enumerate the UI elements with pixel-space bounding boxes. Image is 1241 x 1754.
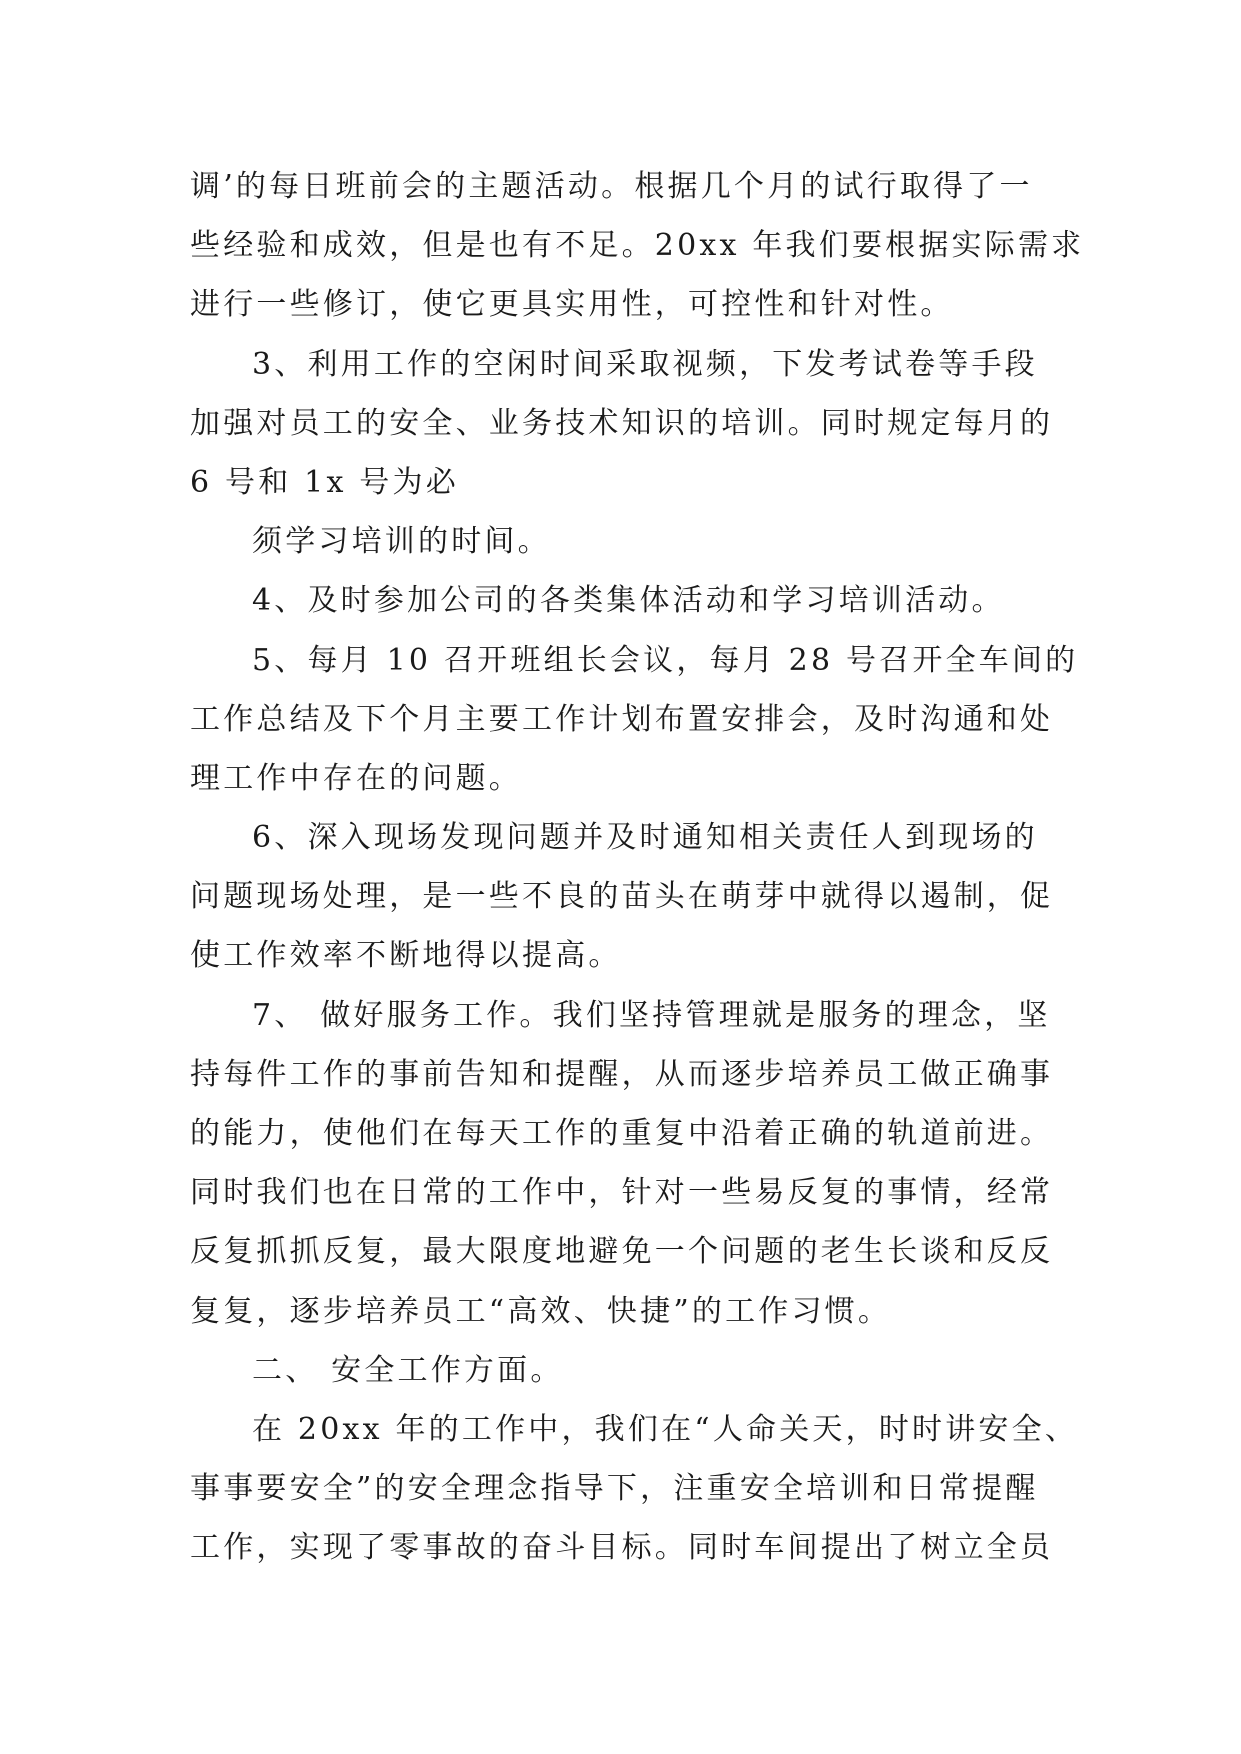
text-line: 使工作效率不断地得以提高。	[190, 938, 622, 974]
text-line: 工作，实现了零事故的奋斗目标。同时车间提出了树立全员	[190, 1530, 1054, 1566]
text-line: 些经验和成效，但是也有不足。20xx 年我们要根据实际需求	[190, 228, 1085, 264]
text-line: 反复抓抓反复，最大限度地避免一个问题的老生长谈和反反	[190, 1234, 1054, 1270]
text-line: 进行一些修订，使它更具实用性，可控性和针对性。	[190, 287, 954, 323]
section-heading: 二、 安全工作方面。	[252, 1352, 564, 1388]
text-line: 4、及时参加公司的各类集体活动和学习培训活动。	[252, 583, 1005, 619]
text-line: 工作总结及下个月主要工作计划布置安排会，及时沟通和处	[190, 701, 1054, 737]
text-line: 3、利用工作的空闲时间采取视频，下发考试卷等手段	[252, 346, 1038, 382]
text-line: 的能力，使他们在每天工作的重复中沿着正确的轨道前进。	[190, 1116, 1054, 1151]
text-line: 须学习培训的时间。	[252, 524, 551, 560]
text-line: 事事要安全”的安全理念指导下，注重安全培训和日常提醒	[190, 1471, 1039, 1507]
document-body	[190, 157, 1085, 1578]
text-line: 在 20xx 年的工作中，我们在“人命关天，时时讲安全、	[252, 1411, 1079, 1447]
text-line: 持每件工作的事前告知和提醒，从而逐步培养员工做正确事	[190, 1056, 1054, 1092]
text-line: 7、 做好服务工作。我们坚持管理就是服务的理念，坚	[252, 997, 1051, 1033]
text-line: 加强对员工的安全、业务技术知识的培训。同时规定每月的	[190, 405, 1054, 441]
text-line: 调’的每日班前会的主题活动。根据几个月的试行取得了一	[190, 169, 1033, 204]
text-line: 问题现场处理，是一些不良的苗头在萌芽中就得以遏制，促	[190, 879, 1054, 915]
text-line: 6 号和 1x 号为必	[190, 464, 459, 500]
text-line: 6、深入现场发现问题并及时通知相关责任人到现场的	[252, 820, 1038, 856]
text-line: 同时我们也在日常的工作中，针对一些易反复的事情，经常	[190, 1175, 1054, 1211]
text-line: 5、每月 10 召开班组长会议，每月 28 号召开全车间的	[252, 642, 1079, 678]
text-line: 理工作中存在的问题。	[190, 760, 522, 796]
text-line: 复复，逐步培养员工“高效、快捷”的工作习惯。	[190, 1293, 892, 1329]
